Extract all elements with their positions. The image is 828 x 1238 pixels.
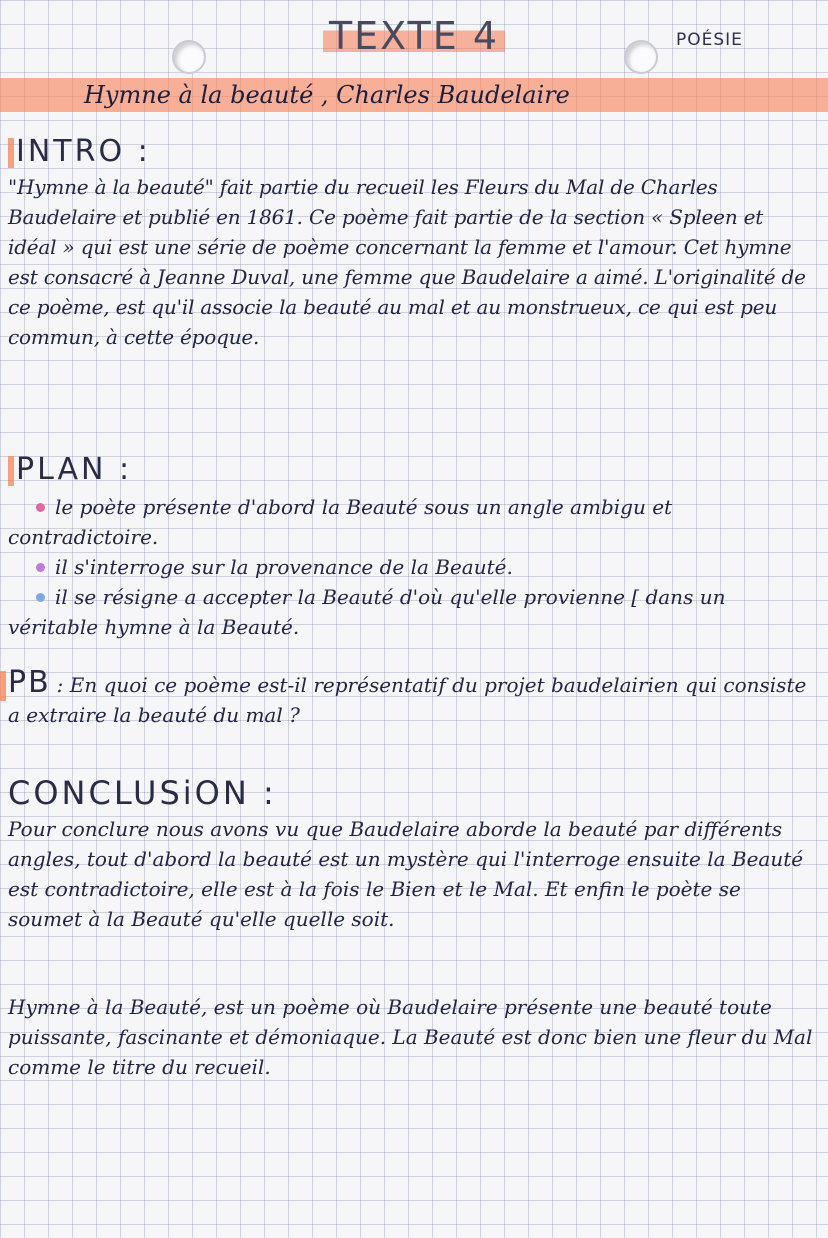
plan-item-2: [8, 552, 818, 582]
bullet-icon: [36, 593, 45, 602]
intro-heading-text: INTRO :: [16, 134, 151, 169]
plan-item-3-text: il se résigne a accepter la Beauté d'où qu'elle provienne [ dans un véritable hymne à la Beauté.: [8, 585, 726, 639]
plan-heading: [8, 452, 132, 487]
plan-item-1: [8, 492, 818, 552]
conclusion-paragraph-2: Hymne à la Beauté, est un poème où Baudelaire présente une beauté toute puissante, fascinante et démoniaque. La Beauté est donc bien une fleur du Mal comme le titre du recueil.: [8, 995, 813, 1079]
pb-label-text: PB: [8, 665, 51, 700]
bullet-icon: [36, 503, 45, 512]
plan-item-3: [8, 582, 818, 642]
plan-heading-text: PLAN :: [16, 452, 133, 487]
conclusion-paragraph-1: Pour conclure nous avons vu que Baudelaire aborde la beauté par différents angles, tout d'abord la beauté est un mystère qui l'interroge ensuite la Beauté est contradictoire, elle est à la fois le Bien et le Mal. Et enfin le poète se soumet à la Beauté qu'elle quelle soit.: [8, 817, 804, 931]
pb-label: [8, 665, 51, 700]
poem-title-author: Hymne à la beauté , Charles Baudelaire: [84, 81, 570, 109]
problematique: [8, 665, 820, 730]
conclusion-heading: [0, 774, 277, 812]
genre-label: POÉSIE: [676, 30, 743, 50]
bullet-icon: [36, 563, 45, 572]
intro-paragraph: "Hymne à la beauté" fait partie du recueil les Fleurs du Mal de Charles Baudelaire et publié en 1861. Ce poème fait partie de la section « Spleen et idéal » qui est une série de poème concernant la femme et l'amour. Cet hymne est consacré à Jeanne Duval, une femme que Baudelaire a aimé. L'originalité de ce poème, est qu'il associe la beauté au mal et au monstrueux, ce qui est peu commun, à cette époque.: [8, 175, 806, 349]
heading-marker: [8, 456, 14, 486]
plan-item-2-text: il s'interroge sur la provenance de la Beauté.: [55, 555, 513, 579]
plan-item-1-text: le poète présente d'abord la Beauté sous un angle ambigu et contradictoire.: [8, 495, 673, 549]
heading-marker: [8, 138, 14, 168]
heading-marker: [0, 671, 6, 701]
intro-heading: [8, 134, 151, 169]
page-title-text: TEXTE 4: [323, 14, 505, 58]
pb-text: : En quoi ce poème est-il représentatif du projet baudelairien qui consiste a extraire la beauté du mal ?: [8, 673, 807, 727]
conclusion-heading-text: CONCLUSiON :: [8, 774, 277, 812]
plan-list: [8, 492, 818, 642]
